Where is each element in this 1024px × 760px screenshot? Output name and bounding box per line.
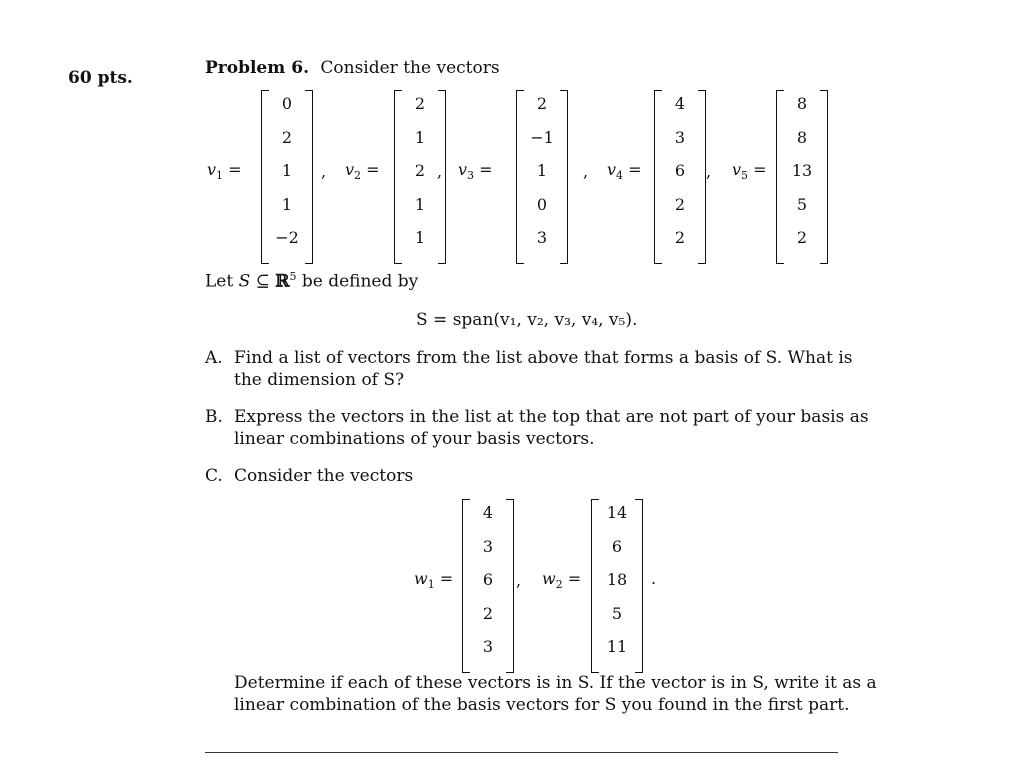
w-vector-entry: 6	[611, 536, 623, 556]
v-comma: ,	[583, 162, 589, 181]
v-vector-entry: 5	[796, 194, 808, 214]
v-vector-entry: 3	[674, 127, 686, 147]
w-label-2: $w_2$ =	[542, 569, 582, 592]
v-vector-entry: 6	[674, 161, 686, 180]
v-vector-entry: 2	[281, 127, 293, 147]
v-vector-entry: −1	[530, 127, 554, 147]
v-vector-entry: 2	[414, 94, 426, 113]
problem-number: 6.	[291, 58, 309, 78]
w-vector-1	[462, 498, 514, 673]
v-vector-entry: 1	[414, 228, 426, 247]
part-b-line1: Express the vectors in the list at the top that are not part of your basis as	[234, 407, 869, 427]
w-period: .	[651, 569, 657, 588]
w-vector-entry: 11	[606, 637, 628, 656]
w-vector-2	[591, 498, 643, 673]
w-label-1: $w_1$ =	[414, 569, 454, 592]
problem-label: Problem	[205, 58, 286, 78]
problem-title	[205, 58, 500, 78]
v-label-5: $v_5$ =	[732, 160, 767, 183]
points-label: 60 pts.	[68, 68, 133, 88]
v-label-1: $v_1$ =	[207, 160, 242, 183]
v-vector-entry: 4	[674, 94, 686, 113]
w-vector-entry: 3	[482, 536, 494, 556]
v-vector-entry: 1	[414, 127, 426, 147]
v-vector-entry: 2	[796, 228, 808, 247]
part-b-label: B.	[205, 407, 223, 427]
let-statement: Let S ⊆ ℝ$^5$ be defined by	[205, 270, 419, 292]
w-vector-entry: 2	[482, 603, 494, 623]
final-line1: Determine if each of these vectors is in S. If the vector is in S, write it as a	[234, 673, 877, 693]
part-c-line1: Consider the vectors	[234, 466, 414, 486]
v-vector-entry: 1	[281, 194, 293, 214]
v-vector-entry: 0	[536, 194, 548, 214]
w-vector-entry: 14	[606, 503, 628, 522]
part-b-line2: linear combinations of your basis vectors.	[234, 429, 595, 449]
v-label-4: $v_4$ =	[607, 160, 642, 183]
v-label-3: $v_3$ =	[458, 160, 493, 183]
v-vector-4	[654, 89, 706, 264]
problem-intro: Consider the vectors	[320, 58, 500, 78]
v-vector-entry: 1	[536, 161, 548, 180]
v-vector-3	[516, 89, 568, 264]
final-line2: linear combination of the basis vectors for S you found in the first part.	[234, 695, 850, 715]
w-vector-entry: 6	[482, 570, 494, 589]
v-vector-entry: 2	[674, 228, 686, 247]
v-vector-entry: 0	[281, 94, 293, 113]
v-comma: ,	[437, 162, 443, 181]
w-vector-entry: 5	[611, 603, 623, 623]
v-vector-entry: 3	[536, 228, 548, 247]
v-vector-entry: 1	[281, 161, 293, 180]
v-label-2: $v_2$ =	[345, 160, 380, 183]
v-comma: ,	[321, 162, 327, 181]
span-equation: S = span(v₁, v₂, v₃, v₄, v₅).	[416, 310, 638, 330]
w-comma: ,	[516, 571, 522, 590]
part-c-label: C.	[205, 466, 223, 486]
part-a-label: A.	[205, 348, 223, 368]
w-vector-entry: 4	[482, 503, 494, 522]
v-vector-entry: 1	[414, 194, 426, 214]
v-vector-entry: 8	[796, 127, 808, 147]
v-vector-1	[261, 89, 313, 264]
w-vector-entry: 18	[606, 570, 628, 589]
v-vector-5	[776, 89, 828, 264]
part-a-line1: Find a list of vectors from the list above that forms a basis of S. What is	[234, 348, 853, 368]
v-vector-entry: 2	[414, 161, 426, 180]
part-a-line2: the dimension of S?	[234, 370, 405, 390]
bottom-rule	[205, 752, 838, 753]
w-vector-entry: 3	[482, 637, 494, 656]
v-vector-entry: 2	[674, 194, 686, 214]
v-vector-entry: 13	[791, 161, 813, 180]
v-comma: ,	[706, 162, 712, 181]
v-vector-entry: 8	[796, 94, 808, 113]
v-vector-entry: 2	[536, 94, 548, 113]
v-vector-entry: −2	[275, 228, 299, 247]
